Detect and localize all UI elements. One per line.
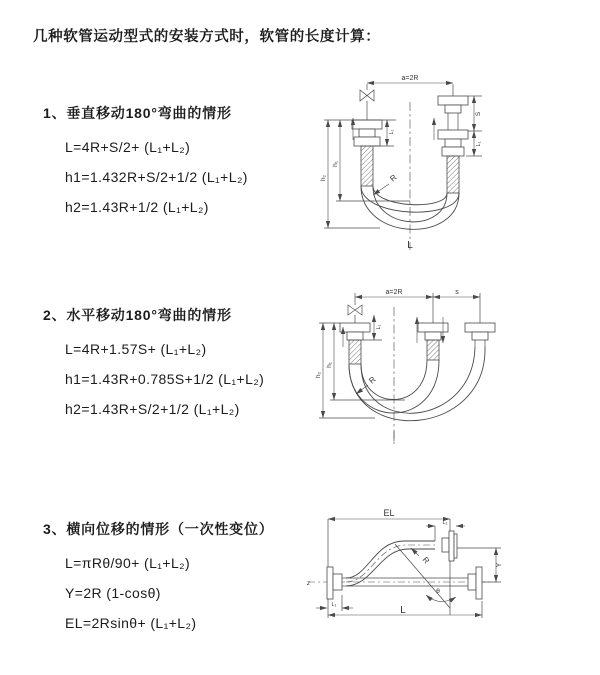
dimension-el <box>328 508 450 567</box>
dim-label-y: Y <box>496 562 503 568</box>
dim-label-h1: h₁ <box>332 161 339 167</box>
right-fitting <box>438 84 468 193</box>
diagram-lateral-displacement <box>298 505 598 650</box>
radius-callout <box>356 375 378 394</box>
dim-label-s: s <box>455 289 459 296</box>
centerline-mark: z <box>307 581 310 587</box>
formula: EL=2Rsinθ+ (L₁+L₂) <box>65 615 197 631</box>
dimension-l <box>328 599 482 618</box>
valve-icon <box>360 84 374 120</box>
dim-label-l1-top: L₁ <box>442 520 448 526</box>
dim-label-l1-left: L₁ <box>331 602 337 608</box>
formula: h2=1.43R+S/2+1/2 (L₁+L₂) <box>65 401 240 417</box>
dim-label-l1: L₁ <box>389 129 395 135</box>
formula: h1=1.432R+S/2+1/2 (L₁+L₂) <box>65 169 248 185</box>
label-theta: θ <box>436 588 440 595</box>
section-2 <box>43 305 264 424</box>
formula: L=πRθ/90+ (L₁+L₂) <box>65 555 191 571</box>
middle-fitting <box>418 293 448 360</box>
dim-label-h2: h₂ <box>315 371 322 379</box>
valve-icon <box>348 293 362 323</box>
section-3-heading: 3、横向位移的情形（一次性变位） <box>43 521 274 537</box>
left-flange <box>327 567 346 599</box>
page-title: 几种软管运动型式的安装方式时，软管的长度计算： <box>33 29 381 45</box>
formula: L=4R+1.57S+ (L₁+L₂) <box>65 341 207 357</box>
dimension-a2r <box>367 75 453 83</box>
dim-label-a2r: a=2R <box>401 75 419 82</box>
dim-label-l1-right: L₁ <box>476 141 482 147</box>
label-radius: R <box>388 172 399 184</box>
section-3 <box>43 519 274 638</box>
original-position-pipe <box>346 567 482 599</box>
section-2-heading: 2、水平移动180°弯曲的情形 <box>43 307 232 323</box>
dim-label-h2: h₂ <box>320 174 327 182</box>
formula: h1=1.43R+0.785S+1/2 (L₁+L₂) <box>65 371 265 387</box>
label-radius: R <box>367 374 378 386</box>
diagram-vertical-180-bend <box>310 68 595 266</box>
left-fitting <box>352 120 382 186</box>
dim-label-h1: h₁ <box>326 362 333 368</box>
formula: L=4R+S/2+ (L₁+L₂) <box>65 139 191 155</box>
dimension-a2r-s <box>355 289 480 297</box>
radius-callout <box>373 173 399 195</box>
section-2-formulas <box>65 334 264 424</box>
dim-label-el: EL <box>383 508 395 518</box>
section-1-formulas <box>65 132 248 222</box>
label-radius: R <box>420 555 432 566</box>
section-3-formulas <box>65 548 274 638</box>
formula: Y=2R (1-cosθ) <box>65 585 161 601</box>
label-length: L <box>407 240 413 251</box>
dim-label-a2r: a=2R <box>385 289 403 296</box>
dim-label-l1: L₁ <box>376 324 382 330</box>
formula: h2=1.43R+1/2 (L₁+L₂) <box>65 199 209 215</box>
dim-label-l: L <box>400 605 406 616</box>
hose-curves <box>349 347 485 421</box>
right-fitting <box>465 293 495 347</box>
diagram-horizontal-180-bend <box>310 285 595 465</box>
section-1 <box>43 103 248 222</box>
radius-callout <box>411 548 431 566</box>
section-1-heading: 1、垂直移动180°弯曲的情形 <box>43 105 232 121</box>
left-fitting <box>340 323 370 364</box>
dimension-l1-left <box>316 595 353 611</box>
dim-label-s: S <box>475 111 482 117</box>
